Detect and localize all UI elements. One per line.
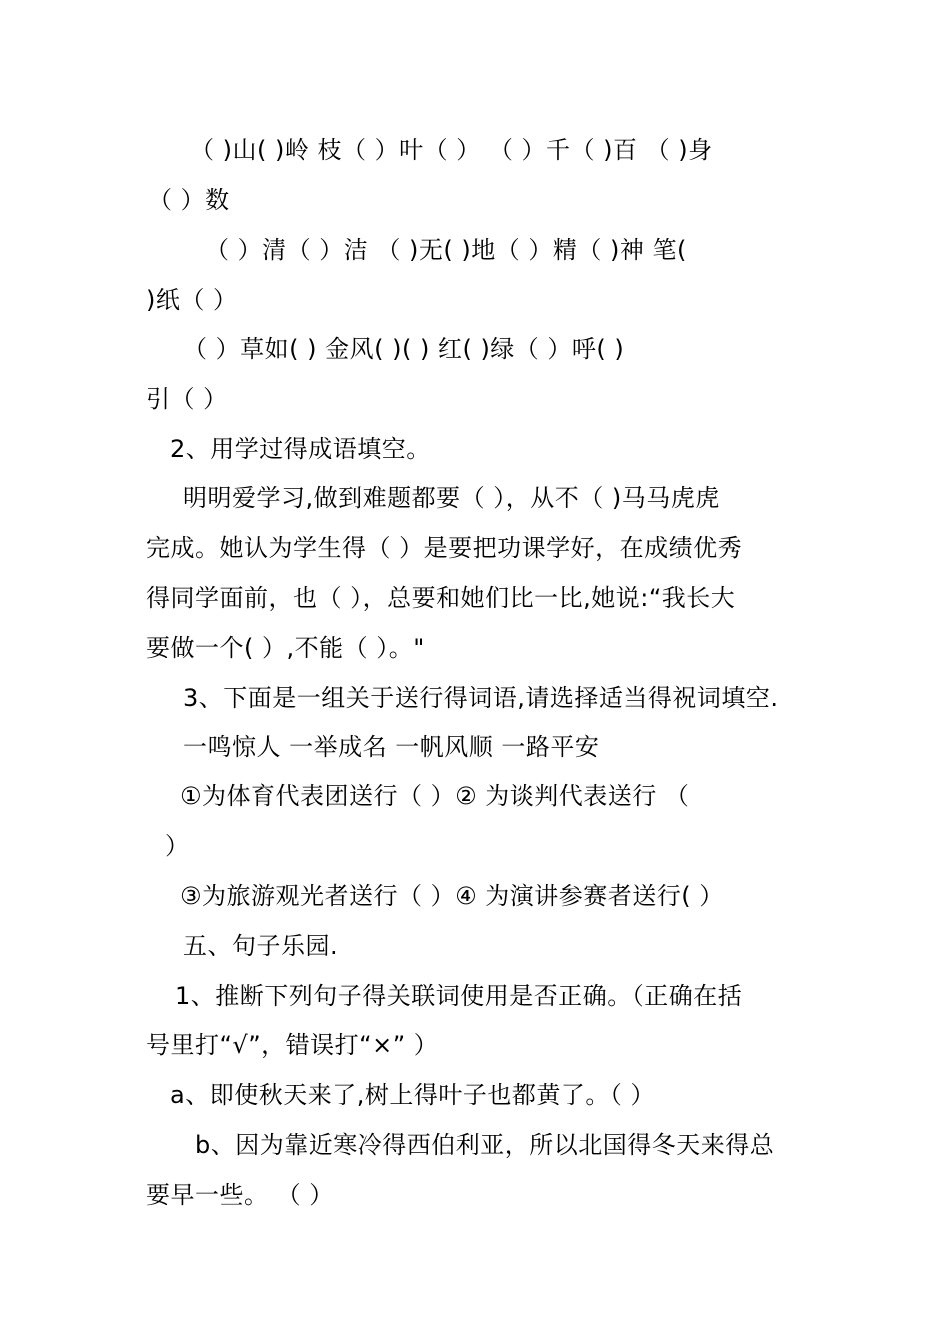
section-heading: 3、下面是一组关于送行得词语,请选择适当得祝词填空. <box>183 684 779 712</box>
text-line: （ ）清（ ）洁 （ )无( )地（ ）精（ )神 笔( <box>205 236 687 264</box>
text-line: （ )山( )岭 枝（ ）叶（ ） （ ）千（ )百 （ )身 <box>190 136 713 164</box>
text-line: （ ）数 <box>148 186 230 214</box>
text-line: ③为旅游观光者送行（ ）④ 为演讲参赛者送行( ） <box>180 882 724 910</box>
text-line: （ ）草如( ) 金风( )( ) 红( )绿（ ）呼( ) <box>183 335 625 363</box>
text-line: ） <box>165 832 190 860</box>
text-line: 要做一个( ）,不能（ ）。" <box>146 634 425 662</box>
text-line: 1、推断下列句子得关联词使用是否正确。（正确在括 <box>175 982 743 1010</box>
text-line: b、因为靠近寒冷得西伯利亚，所以北国得冬天来得总 <box>195 1131 775 1159</box>
text-line: 一鸣惊人 一举成名 一帆风顺 一路平安 <box>183 733 600 761</box>
text-line: 号里打“√”，错误打“×” ） <box>146 1031 439 1059</box>
text-line: 完成。她认为学生得（ ）是要把功课学好，在成绩优秀 <box>146 534 743 562</box>
text-line: 明明爱学习,做到难题都要（ ），从不（ )马马虎虎 <box>183 484 720 512</box>
text-line: 要早一些。 （ ） <box>146 1181 334 1209</box>
text-line: 引（ ） <box>146 385 228 413</box>
section-heading: 五、句子乐园. <box>183 932 339 960</box>
text-line: )纸（ ） <box>146 286 238 314</box>
text-line: 得同学面前，也（ ），总要和她们比一比,她说:“我长大 <box>146 584 736 612</box>
section-heading: 2、用学过得成语填空。 <box>170 435 431 463</box>
text-line: a、即使秋天来了,树上得叶子也都黄了。（ ） <box>170 1081 655 1109</box>
text-line: ①为体育代表团送行（ ）② 为谈判代表送行 （ <box>180 782 690 810</box>
